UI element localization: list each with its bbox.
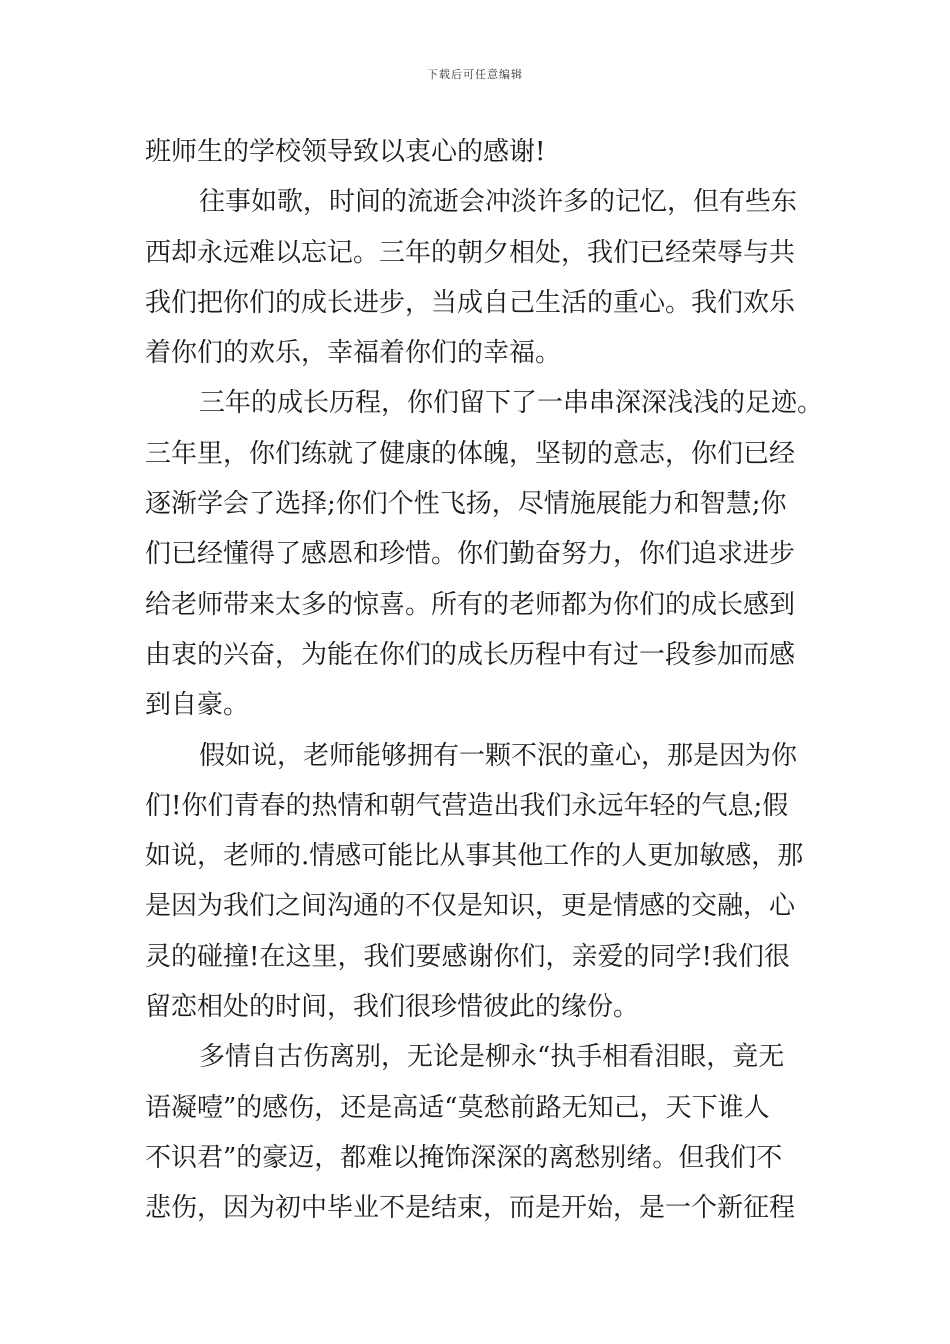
text-line-16: 是因为我们之间沟通的不仅是知识，更是情感的交融，心 — [145, 891, 796, 922]
document-body — [145, 127, 824, 1234]
text-line-18: 留恋相处的时间，我们很珍惜彼此的缘份。 — [145, 992, 640, 1023]
text-line-14: 们!你们青春的热情和朝气营造出我们永远年轻的气息;假 — [145, 790, 789, 821]
text-line-8: 逐渐学会了选择;你们个性飞扬，尽情施展能力和智慧;你 — [145, 489, 787, 520]
text-line-13: 假如说，老师能够拥有一颗不泯的童心，那是因为你 — [199, 740, 798, 771]
text-line-11: 由衷的兴奋，为能在你们的成长历程中有过一段参加而感 — [145, 639, 796, 670]
text-line-20: 语凝噎”的感伤，还是高适“莫愁前路无知己，天下谁人 — [145, 1092, 770, 1123]
text-line-22: 悲伤，因为初中毕业不是结束，而是开始，是一个新征程 — [145, 1193, 796, 1224]
text-line-4: 我们把你们的成长进步，当成自己生活的重心。我们欢乐 — [145, 287, 796, 318]
text-line-21: 不识君”的豪迈，都难以掩饰深深的离愁别绪。但我们不 — [145, 1142, 783, 1173]
text-line-5: 着你们的欢乐，幸福着你们的幸福。 — [145, 338, 562, 369]
text-line-12: 到自豪。 — [145, 690, 250, 721]
text-line-10: 给老师带来太多的惊喜。所有的老师都为你们的成长感到 — [145, 589, 796, 620]
text-line-2: 往事如歌，时间的流逝会冲淡许多的记忆，但有些东 — [199, 187, 798, 218]
text-line-9: 们已经懂得了感恩和珍惜。你们勤奋努力，你们追求进步 — [145, 539, 796, 570]
text-line-6: 三年的成长历程，你们留下了一串串深深浅浅的足迹。 — [199, 388, 824, 419]
text-line-15: 如说，老师的.情感可能比从事其他工作的人更加敏感，那 — [145, 841, 804, 872]
text-line-3: 西却永远难以忘记。三年的朝夕相处，我们已经荣辱与共 — [145, 237, 796, 268]
text-line-7: 三年里，你们练就了健康的体魄，坚韧的意志，你们已经 — [145, 438, 796, 469]
text-line-1: 班师生的学校领导致以衷心的感谢! — [145, 137, 546, 167]
text-line-19: 多情自古伤离别，无论是柳永“执手相看泪眼，竟无 — [199, 1042, 785, 1073]
page-header-note: 下载后可任意编辑 — [427, 68, 523, 81]
text-line-17: 灵的碰撞!在这里，我们要感谢你们，亲爱的同学!我们很 — [145, 941, 790, 972]
